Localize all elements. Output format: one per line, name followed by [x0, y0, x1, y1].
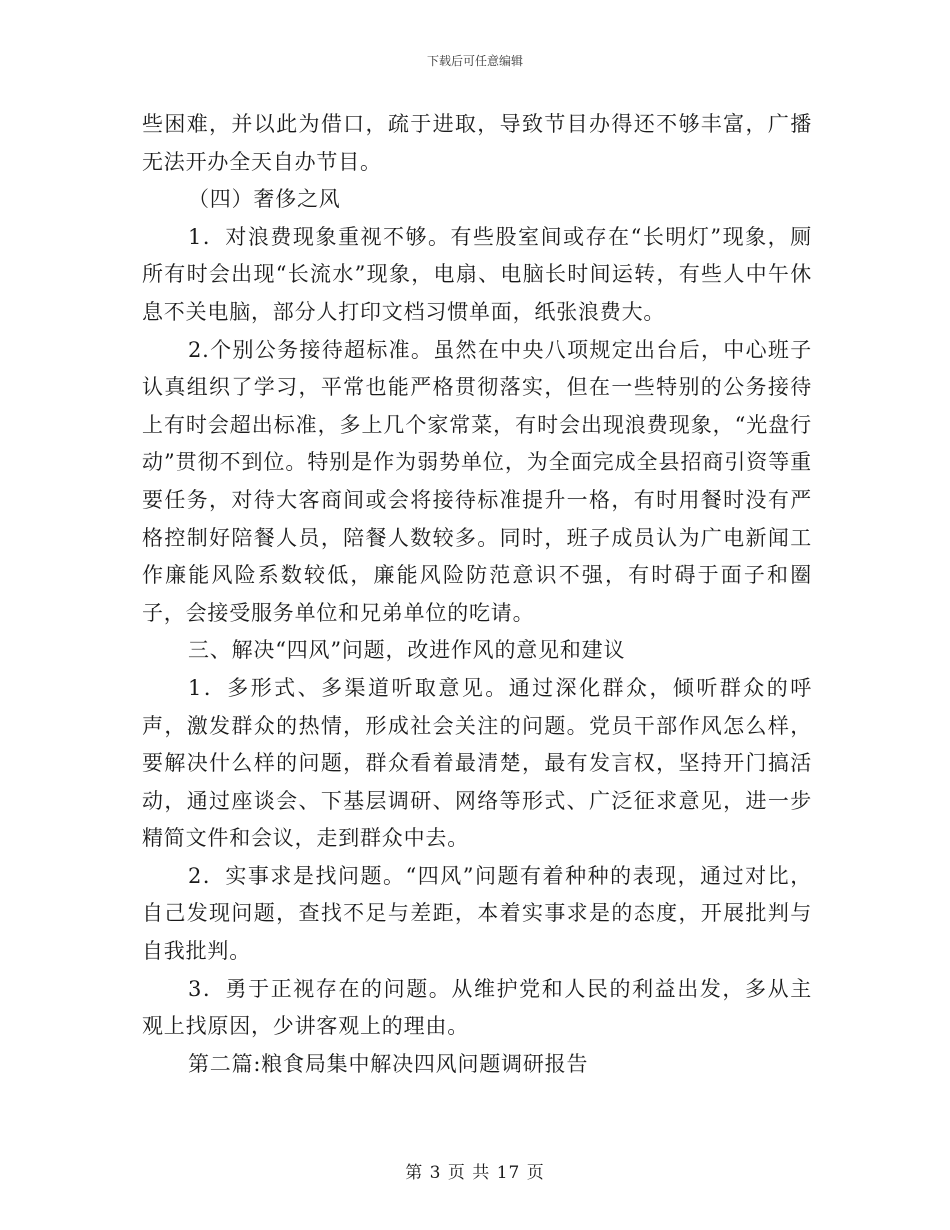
paragraph-face-problems: 3．勇于正视存在的问题。从维护党和人民的利益出发，多从主观上找原因，少讲客观上的理由。	[142, 976, 812, 1039]
paragraph-find-problems: 2．实事求是找问题。“四风”问题有着种种的表现，通过对比，自己发现问题，查找不足与差距，本着实事求是的态度，开展批判与自我批判。	[142, 863, 812, 964]
paragraph-listen-opinions: 1．多形式、多渠道听取意见。通过深化群众，倾听群众的呼声，激发群众的热情，形成社会关注的问题。党员干部作风怎么样，要解决什么样的问题，群众看着最清楚，最有发言权，坚持开门搞活动，通过座谈会、下基层调研、网络等形式、广泛征求意见，进一步精简文件和会议，走到群众中去。	[142, 675, 812, 851]
section-heading-extravagance: （四）奢侈之风	[188, 187, 341, 212]
paragraph-continuation: 些困难，并以此为借口，疏于进取，导致节目办得还不够丰富，广播无法开办全天自办节目。	[142, 112, 812, 174]
paragraph-waste: 1．对浪费现象重视不够。有些股室间或存在“长明灯”现象，厕所有时会出现“长流水”现象，电扇、电脑长时间运转，有些人中午休息不关电脑，部分人打印文档习惯单面，纸张浪费大。	[142, 224, 812, 324]
paragraph-reception: 2.个别公务接待超标准。虽然在中央八项规定出台后，中心班子认真组织了学习，平常也能严格贯彻落实，但在一些特别的公务接待上有时会超出标准，多上几个家常菜，有时会出现浪费现象，“光盘行动”贯彻不到位。特别是作为弱势单位，为全面完成全县招商引资等重要任务，对待大客商间或会将接待标准提升一格，有时用餐时没有严格控制好陪餐人员，陪餐人数较多。同时，班子成员认为广电新闻工作廉能风险系数较低，廉能风险防范意识不强，有时碍于面子和圈子，会接受服务单位和兄弟单位的吃请。	[142, 337, 812, 625]
document-body	[142, 106, 812, 1083]
chapter-title: 第二篇:粮食局集中解决四风问题调研报告	[188, 1051, 589, 1076]
page-number-footer: 第 3 页 共 17 页	[405, 1163, 545, 1183]
page-header: 下载后可任意编辑	[426, 54, 523, 68]
section-heading-suggestions: 三、解决“四风”问题，改进作风的意见和建议	[188, 638, 626, 663]
